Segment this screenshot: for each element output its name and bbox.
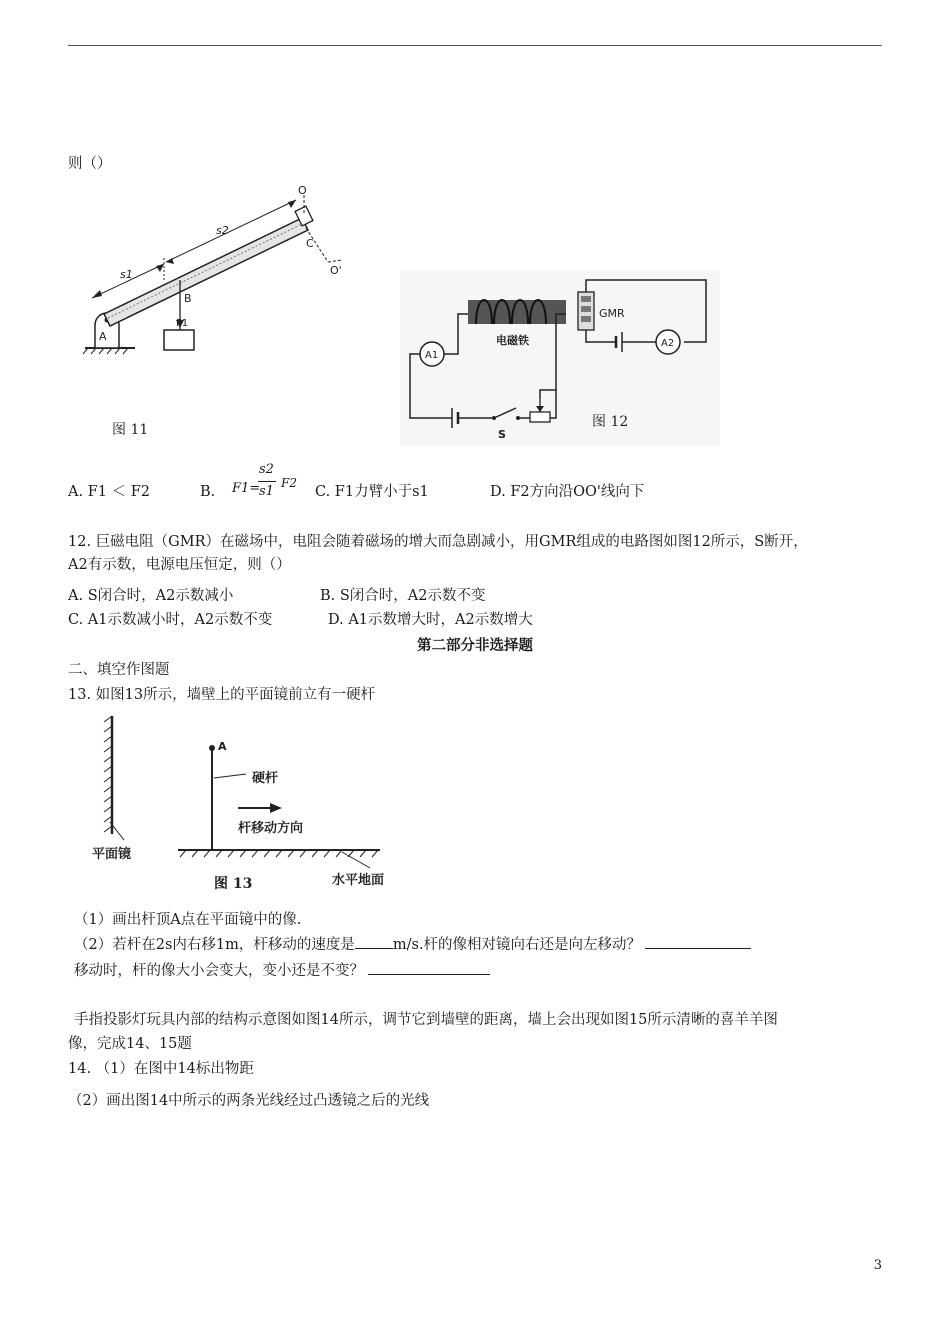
label-o-prime: O' [330, 264, 342, 277]
part2-title: 第二部分非选择题 [417, 637, 533, 654]
q13-stem: 13. 如图13所示，墙壁上的平面镜前立有一硬杆 [68, 687, 376, 703]
figure-13-label: 图 13 [214, 876, 253, 892]
q14-intro-line2: 像，完成14、15题 [68, 1036, 192, 1052]
label-a2: A2 [661, 338, 675, 349]
label-s: S [498, 428, 506, 441]
label-o: O [298, 184, 307, 197]
q11-formula-den: s1 [259, 484, 274, 499]
q14-part1: 14. （1）在图中14标出物距 [68, 1061, 254, 1077]
q11-formula-right: F2 [281, 476, 297, 490]
figure-13 [70, 712, 410, 902]
q14-intro-line1: 手指投影灯玩具内部的结构示意图如图14所示，调节它到墙壁的距离，墙上会出现如图15所示清晰的喜羊羊图 [74, 1012, 778, 1028]
q13-speed-blank[interactable] [355, 934, 393, 949]
label-s2: s2 [216, 224, 229, 237]
q13-part2-text-b: m/s.杆的像相对镜向右还是向左移动？ [392, 937, 642, 953]
label-a: A [99, 330, 107, 343]
q12-option-c: C. A1示数减小时，A2示数不变 [68, 612, 273, 628]
q13-part3-text: 移动时，杆的像大小会变大，变小还是不变？ [74, 963, 364, 979]
header-rule [68, 45, 882, 46]
label-rod: 硬杆 [252, 771, 279, 786]
figure-12-label: 图 12 [592, 414, 629, 430]
q11-option-d: D. F2方向沿OO'线向下 [490, 484, 645, 500]
page-number: 3 [873, 1258, 882, 1273]
q13-direction-blank[interactable] [645, 934, 751, 949]
q12-stem-line1: 12. 巨磁电阻（GMR）在磁场中，电阻会随着磁场的增大而急剧减小，用GMR组成的电路图如图12所示，S断开， [68, 534, 808, 550]
q11-formula-num: s2 [259, 462, 274, 477]
label-b: B [184, 292, 192, 305]
q12-stem-line2: A2有示数，电源电压恒定，则（） [68, 557, 291, 573]
q11-formula-left: F1= [232, 481, 261, 496]
label-magnet: 电磁铁 [496, 334, 529, 347]
q11-option-b-prefix: B. [200, 484, 216, 500]
label-mirror: 平面镜 [92, 847, 132, 862]
label-f1: F1 [176, 318, 189, 329]
q13-size-blank[interactable] [368, 960, 490, 975]
figure-12 [400, 270, 720, 445]
q12-option-a: A. S闭合时，A2示数减小 [68, 588, 234, 604]
q11-option-a: A. F1 ＜ F2 [68, 484, 150, 500]
q12-option-d: D. A1示数增大时，A2示数增大 [328, 612, 533, 628]
label-c: C [306, 237, 314, 250]
question-intro: 则（） [68, 156, 112, 172]
q11-formula-bar [258, 481, 276, 482]
label-a: A [218, 740, 227, 753]
section-2-heading: 二、填空作图题 [68, 662, 170, 678]
label-ground: 水平地面 [332, 873, 385, 888]
label-a1: A1 [425, 350, 439, 361]
figure-11-label: 图 11 [112, 422, 149, 438]
q13-part2-text-a: （2）若杆在2s内右移1m，杆移动的速度是 [74, 937, 355, 953]
label-s1: s1 [120, 268, 133, 281]
label-direction: 杆移动方向 [238, 821, 304, 836]
q12-option-b: B. S闭合时，A2示数不变 [320, 588, 486, 604]
q13-part3 [74, 960, 490, 981]
label-gmr: GMR [599, 307, 625, 320]
q11-option-c: C. F1力臂小于s1 [315, 484, 429, 500]
q13-part2 [74, 934, 751, 955]
q14-part2: （2）画出图14中所示的两条光线经过凸透镜之后的光线 [68, 1093, 430, 1109]
figure-11 [80, 180, 370, 440]
q13-part1: （1）画出杆顶A点在平面镜中的像. [74, 912, 302, 928]
